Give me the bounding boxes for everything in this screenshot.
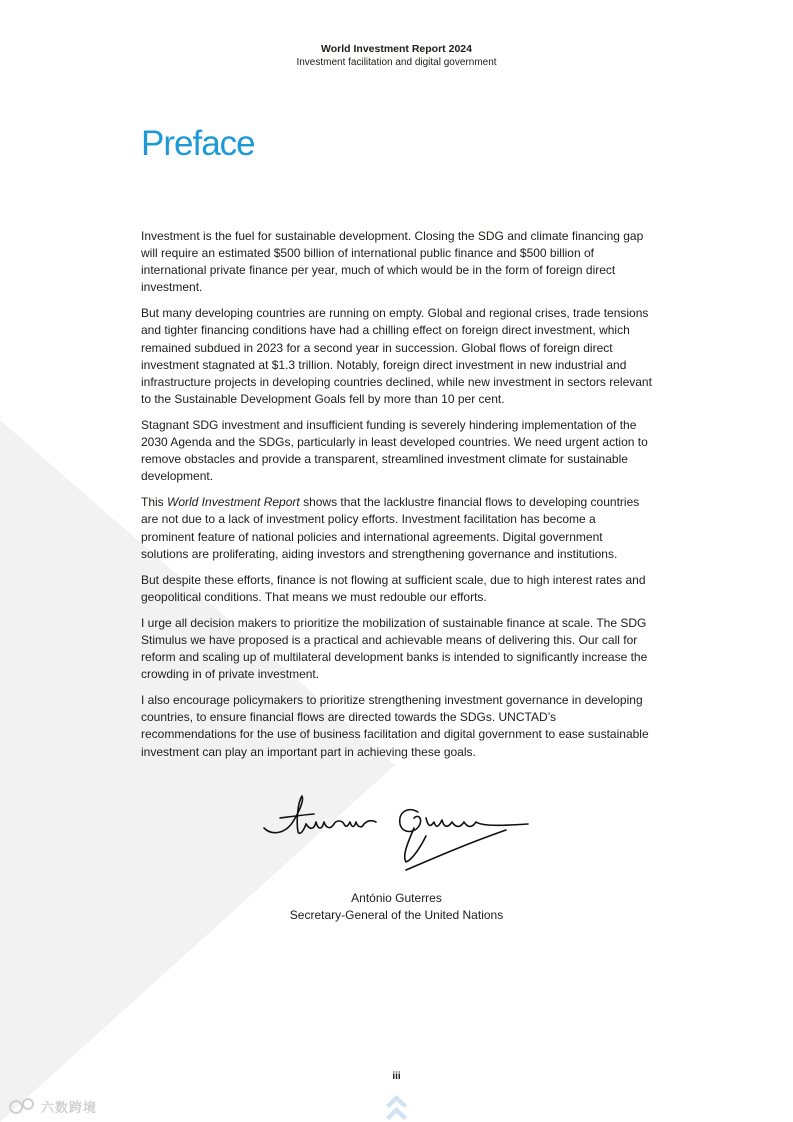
preface-body (141, 228, 652, 770)
chevron-up-icon[interactable] (383, 1091, 410, 1122)
report-subtitle: Investment facilitation and digital government (296, 57, 497, 68)
paragraph-4-suffix: shows that the lacklustre financial flows to developing countries are not due to a lack of investment policy efforts. Investment facilitation has become a prominent feature of national policies and international agreements. Digital government solutions are proliferating, aiding investors and strengthening governance and institutions. (141, 495, 640, 561)
paragraph-4 (141, 494, 652, 562)
report-title: World Investment Report 2024 (321, 43, 472, 55)
paragraph-2: But many developing countries are running on empty. Global and regional crises, trade tensions and tighter financing conditions have had a chilling effect on foreign direct investment, which remained subdued in 2023 for a second year in succession. Global flows of foreign direct investment stagnated at $1.3 trillion. Notably, foreign direct investment in new industrial and infrastructure projects in developing countries declined, while new investment in sectors relevant to the Sustainable Development Goals fell by more than 10 per cent. (141, 306, 652, 406)
paragraph-5: But despite these efforts, finance is not flowing at sufficient scale, due to high interest rates and geopolitical conditions. That means we must redouble our efforts. (141, 572, 646, 604)
paragraph-1: Investment is the fuel for sustainable development. Closing the SDG and climate financing gap will require an estimated $500 billion of international public finance and $500 billion of international private finance per year, much of which would be in the form of foreign direct investment. (141, 229, 644, 295)
running-header (0, 42, 793, 70)
report-title-italic: World Investment Report (167, 495, 300, 510)
paragraph-6: I urge all decision makers to prioritize the mobilization of sustainable finance at scale. The SDG Stimulus we have proposed is a practical and achievable means of delivering this. Our call for reform and scaling up of multilateral development banks is intended to significantly increase the crowding in of private investment. (141, 615, 648, 682)
signature-image (258, 790, 534, 874)
signatory-title: Secretary-General of the United Nations (289, 908, 504, 922)
page-number: iii (392, 1071, 401, 1082)
watermark (8, 1096, 97, 1116)
signatory-name: António Guterres (351, 891, 442, 905)
paragraph-4-prefix: This (141, 495, 168, 510)
watermark-text: 六数跨境 (41, 1099, 98, 1115)
watermark-logo (8, 1096, 38, 1116)
signatory-block (0, 890, 793, 924)
page-title: Preface (141, 124, 255, 163)
paragraph-7: I also encourage policymakers to prioritize strengthening investment governance in developing countries, to ensure financial flows are directed towards the SDGs. UNCTAD’s recommendations for the use of business facilitation and digital government to ease sustainable investment can play an important part in achieving these goals. (141, 693, 649, 759)
paragraph-3: Stagnant SDG investment and insufficient funding is severely hindering implementation of the 2030 Agenda and the SDGs, particularly in least developed countries. We need urgent action to remove obstacles and provide a transparent, streamlined investment climate for sustainable development. (141, 417, 648, 484)
